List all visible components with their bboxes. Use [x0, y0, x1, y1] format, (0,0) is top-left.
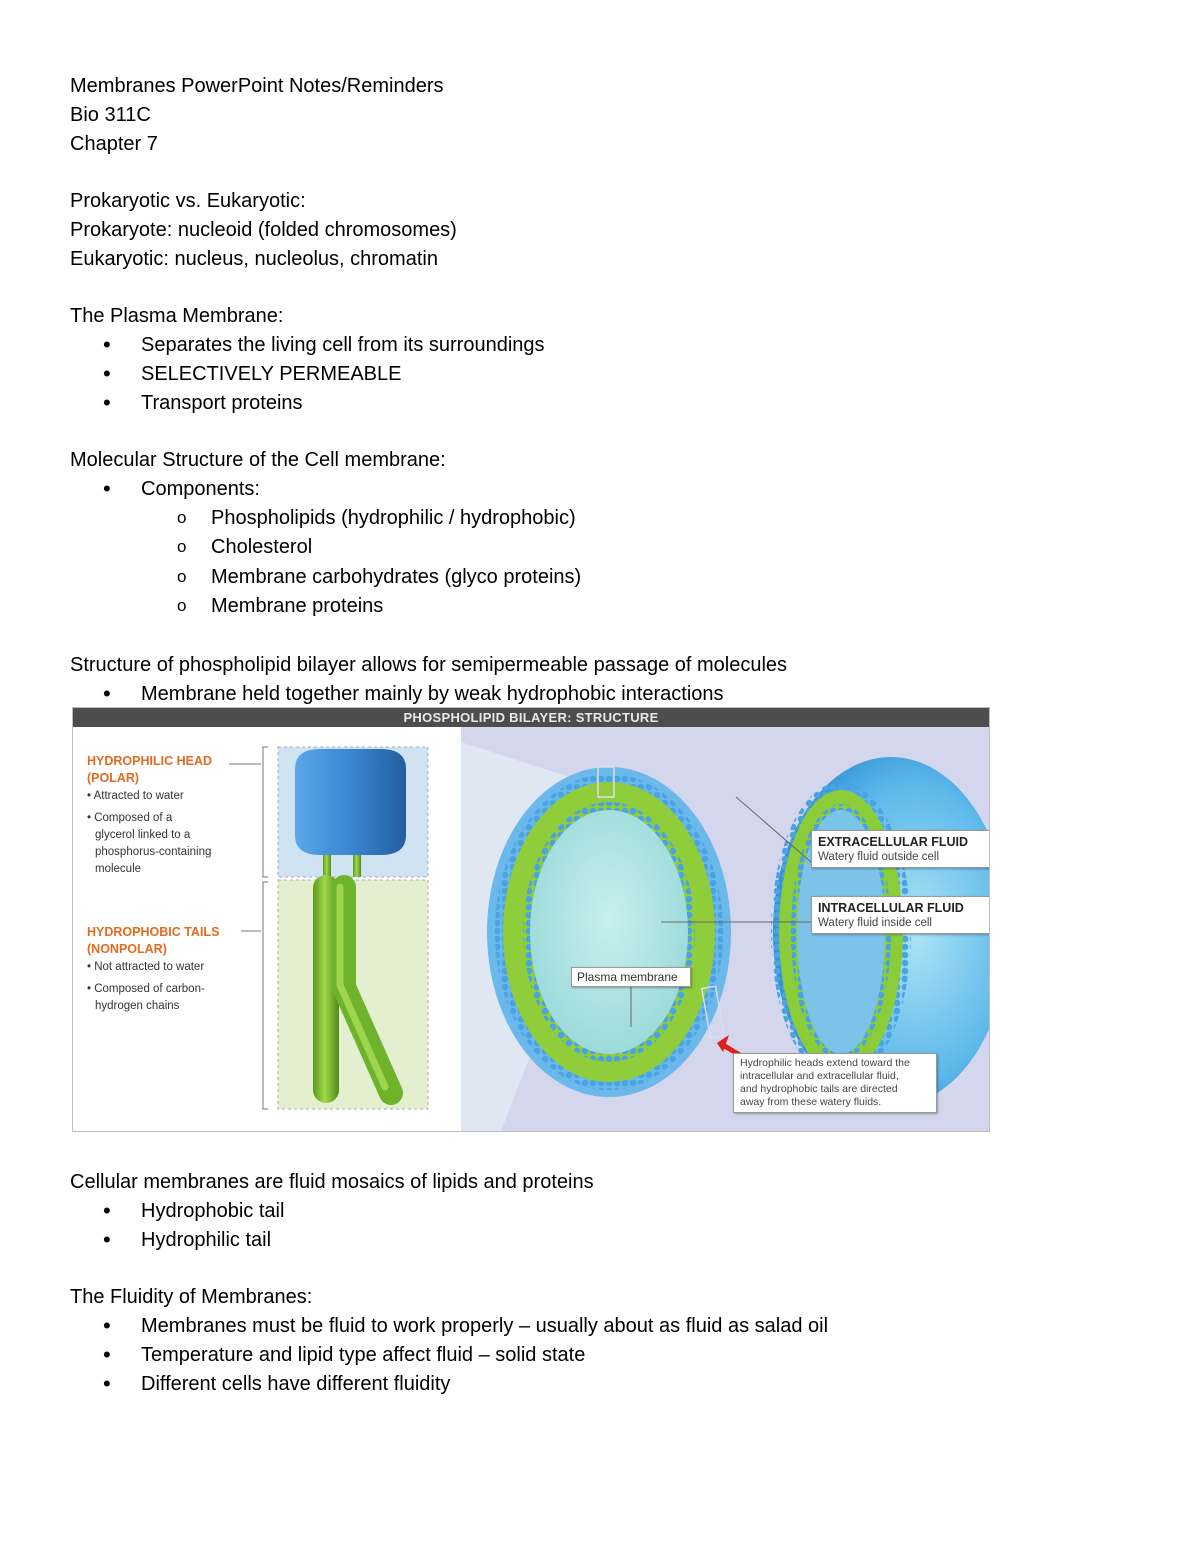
plasma-bullet-list	[70, 331, 1130, 417]
intracellular-label-box	[811, 896, 990, 934]
extracellular-desc: Watery fluid outside cell	[818, 851, 940, 863]
sub-list-item: o Phospholipids (hydrophilic / hydrophobic)	[70, 504, 1130, 534]
label-brackets	[229, 747, 268, 1109]
intracellular-title: INTRACELLULAR FLUID	[818, 901, 964, 915]
intracellular-fluid-area	[530, 810, 688, 1054]
plasma-membrane-label: Plasma membrane	[577, 970, 678, 984]
tail-sub-label: (NONPOLAR)	[87, 942, 167, 956]
tail-connector	[323, 855, 331, 877]
phospholipid-bilayer-figure	[72, 707, 990, 1132]
phospholipid-molecule-illustration	[73, 727, 461, 1131]
tail-note: hydrogen chains	[95, 1000, 180, 1012]
tail-note: • Not attracted to water	[87, 961, 205, 973]
list-item: • Membranes must be fluid to work properly – usually about as fluid as salad oil	[70, 1312, 1130, 1341]
fluidity-bullet-list	[70, 1312, 1130, 1398]
plasma-membrane-label-box	[571, 967, 691, 987]
molecular-heading: Molecular Structure of the Cell membrane:	[70, 449, 446, 472]
course-code: Bio 311C	[70, 103, 151, 126]
list-item: • Transport proteins	[70, 389, 1130, 418]
hydrophilic-head-shape	[295, 749, 406, 855]
note-line: away from these watery fluids.	[740, 1096, 882, 1108]
phospholipid-detail-panel	[73, 727, 461, 1131]
euk-line: Eukaryotic: nucleus, nucleolus, chromatin	[70, 247, 438, 270]
document-body	[70, 72, 1130, 708]
list-item: • SELECTIVELY PERMEABLE	[70, 360, 1130, 389]
tail-connector	[353, 855, 361, 877]
components-sub-list	[70, 504, 1130, 622]
head-label: HYDROPHILIC HEAD	[87, 754, 213, 768]
intracellular-desc: Watery fluid inside cell	[818, 917, 932, 929]
head-note: • Attracted to water	[87, 790, 184, 802]
note-line: intracellular and extracellular fluid,	[740, 1070, 899, 1082]
bilayer-note-box	[733, 1053, 937, 1113]
extracellular-title: EXTRACELLULAR FLUID	[818, 835, 968, 849]
list-item: • Temperature and lipid type affect fluid – solid state	[70, 1341, 1130, 1370]
note-line: Hydrophilic heads extend toward the	[740, 1057, 910, 1069]
list-item: • Different cells have different fluidity	[70, 1370, 1130, 1399]
plasma-heading: The Plasma Membrane:	[70, 305, 284, 328]
extracellular-label-box	[811, 830, 990, 868]
fluidity-heading: The Fluidity of Membranes:	[70, 1286, 313, 1309]
list-item: • Hydrophilic tail	[70, 1226, 1130, 1255]
sub-list-item: o Cholesterol	[70, 533, 1130, 563]
head-note: glycerol linked to a	[95, 829, 191, 841]
sub-list-item: o Membrane carbohydrates (glyco proteins)	[70, 563, 1130, 593]
molecular-bullet-list	[70, 475, 1130, 504]
tail-label: HYDROPHOBIC TAILS	[87, 925, 220, 939]
doc-title: Membranes PowerPoint Notes/Reminders	[70, 75, 444, 97]
head-note: molecule	[95, 863, 142, 875]
fluid-mosaic-bullet-list	[70, 1197, 1130, 1255]
sub-list-item: o Membrane proteins	[70, 592, 1130, 622]
figure-title: PHOSPHOLIPID BILAYER: STRUCTURE	[73, 708, 989, 727]
head-note: • Composed of a	[87, 812, 173, 824]
list-item: • Membrane held together mainly by weak hydrophobic interactions	[70, 680, 1130, 709]
document-body-continued	[70, 1168, 1130, 1398]
bilayer-heading: Structure of phospholipid bilayer allows for semipermeable passage of molecules	[70, 653, 788, 676]
fluid-mosaic-heading: Cellular membranes are fluid mosaics of lipids and proteins	[70, 1171, 594, 1193]
prok-line: Prokaryote: nucleoid (folded chromosomes)	[70, 218, 457, 241]
tail-note: • Composed of carbon-	[87, 983, 205, 995]
bilayer-bullet-list	[70, 680, 1130, 709]
note-line: and hydrophobic tails are directed	[740, 1083, 898, 1095]
head-note: phosphorus-containing	[95, 846, 212, 858]
membrane-sphere-panel	[461, 727, 989, 1131]
list-item: • Separates the living cell from its surroundings	[70, 331, 1130, 360]
prok-heading: Prokaryotic vs. Eukaryotic:	[70, 190, 306, 213]
list-item: • Hydrophobic tail	[70, 1197, 1130, 1226]
chapter-label: Chapter 7	[70, 132, 158, 155]
head-sub-label: (POLAR)	[87, 771, 140, 785]
list-item: • Components:	[70, 475, 1130, 504]
